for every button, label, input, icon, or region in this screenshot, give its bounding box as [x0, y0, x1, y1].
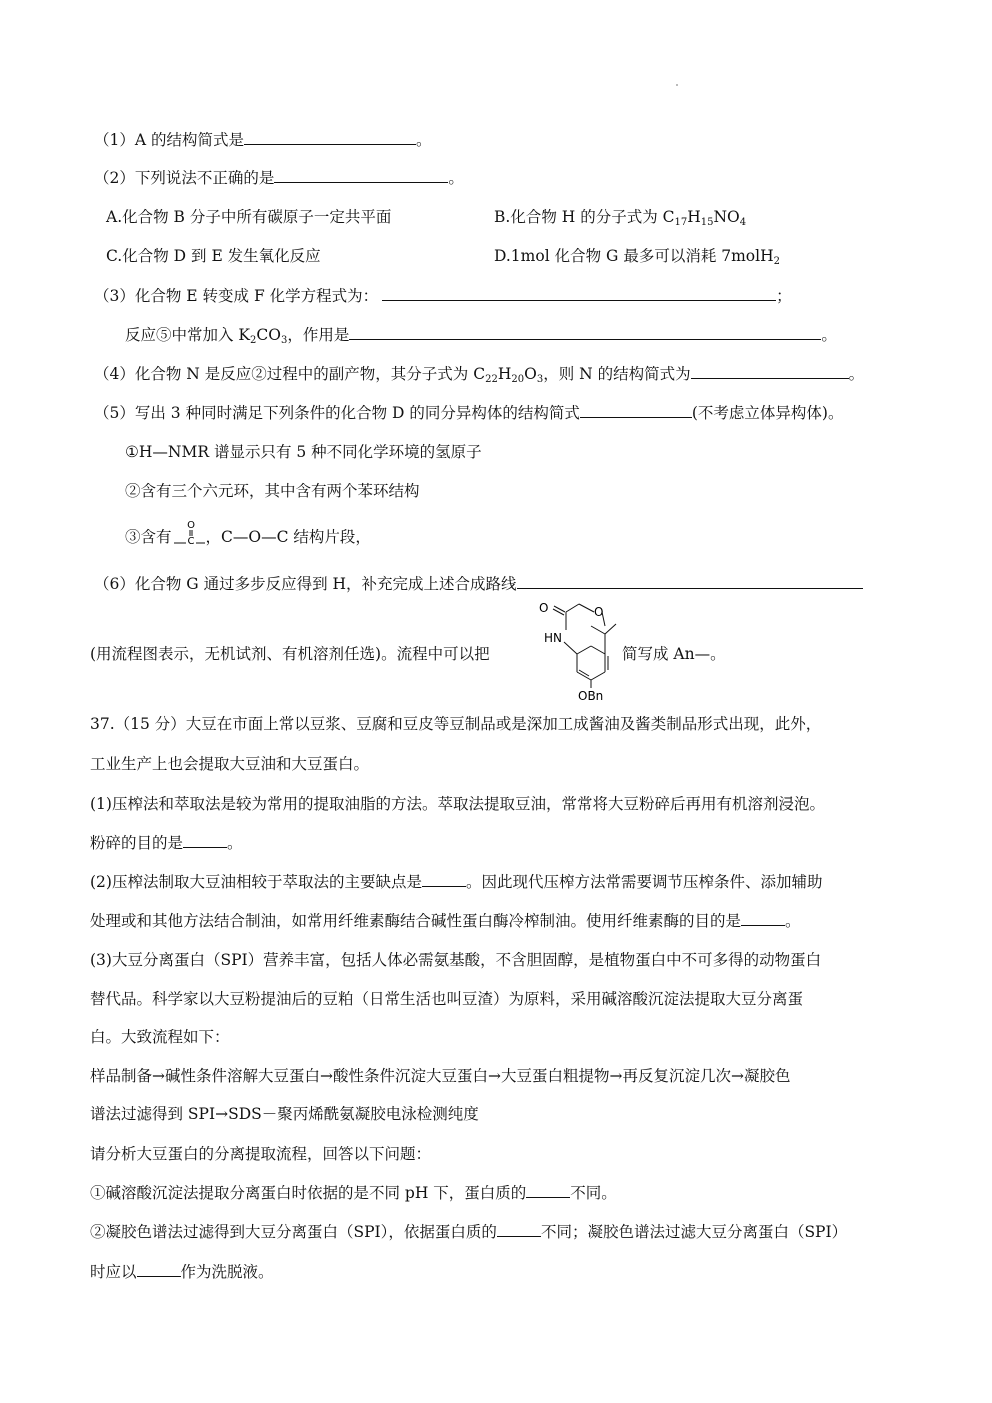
q37-p3c-text: 白。大致流程如下： [90, 1028, 230, 1046]
q37-line-1 [90, 714, 821, 734]
bond [577, 646, 591, 654]
option-d-text: D.1mol 化合物 G 最多可以消耗 7molH [494, 247, 774, 265]
sub: 15 [700, 217, 714, 228]
q37-p2a-post: 。因此现代压榨方法常需要调节压榨条件、添加辅助 [465, 873, 823, 891]
carbonyl-c: C [187, 536, 195, 545]
q1-number: （1） [94, 131, 135, 149]
q4-post: ，则 N 的结构简式为 [543, 365, 691, 383]
q37-ask [90, 1144, 431, 1164]
q2-end: 。 [448, 169, 464, 187]
bond [591, 672, 605, 680]
bond [591, 646, 605, 654]
q6-number: （6） [94, 575, 135, 593]
atom: CO [256, 326, 281, 344]
q37-p1-blank[interactable] [183, 833, 227, 848]
sub: 17 [674, 217, 688, 228]
q37-s2-pre: ②凝胶色谱法过滤得到大豆分离蛋白（SPI），依据蛋白质的 [90, 1223, 497, 1241]
q4-number: （4） [94, 365, 135, 383]
q37-s3-blank[interactable] [137, 1262, 181, 1277]
q5-condition-1 [125, 442, 482, 462]
q37-flow1-text: 样品制备→碱性条件溶解大豆蛋白→酸性条件沉淀大豆蛋白→大豆蛋白粗提物→再反复沉淀几次→凝胶色 [90, 1067, 791, 1085]
question-6-line-2-end [622, 644, 726, 664]
bond [566, 604, 579, 612]
q37-p3-line-3 [90, 1027, 230, 1047]
sub: 22 [485, 374, 498, 385]
question-5 [94, 403, 843, 423]
q37-p1-line-2 [90, 833, 243, 853]
atom: H [687, 208, 701, 226]
q5-answer-blank[interactable] [580, 403, 692, 418]
q6-l2-post: 简写成 An—。 [622, 645, 726, 663]
q37-p2a-pre: (2)压榨法制取大豆油相较于萃取法的主要缺点是 [90, 873, 422, 891]
q37-s2-blank[interactable] [497, 1222, 541, 1237]
q37-p3b-text: 替代品。科学家以大豆粉提油后的豆粕（日常生活也叫豆渣）为原料，采用碱溶酸沉淀法提取大豆分离蛋 [90, 990, 804, 1008]
q5-c3-post: ，C—O—C 结构片段， [205, 528, 371, 546]
option-b [494, 207, 746, 227]
q5-c3-pre: ③含有 [125, 528, 172, 546]
q6-route-blank[interactable] [517, 574, 863, 589]
q37-p3a-text: (3)大豆分离蛋白（SPI）营养丰富，包括人体必需氨基酸，不含胆固醇，是植物蛋白中不可多得的动物蛋白 [90, 951, 822, 969]
q37-ask-text: 请分析大豆蛋白的分离提取流程，回答以下问题： [90, 1145, 432, 1163]
bond [553, 609, 564, 615]
q3-l2-end: 。 [821, 326, 837, 344]
bond [579, 604, 594, 612]
option-d [494, 246, 780, 266]
carbonyl-o: O [186, 520, 195, 531]
q37-line-2 [90, 754, 369, 774]
q37-s1-pre: ①碱溶酸沉淀法提取分离蛋白时依据的是不同 pH 下，蛋白质的 [90, 1184, 527, 1202]
q4-text: 化合物 N 是反应②过程中的副产物，其分子式为 C [134, 365, 486, 383]
q6-text: 化合物 G 通过多步反应得到 H，补充完成上述合成路线 [134, 575, 517, 593]
q37-sub-2 [90, 1222, 847, 1242]
q37-s1-blank[interactable] [526, 1183, 570, 1198]
atom: NO [713, 208, 740, 226]
q5-c2-text: ②含有三个六元环，其中含有两个苯环结构 [125, 482, 420, 500]
q3-l2-text: 反应⑤中常加入 K [125, 326, 251, 344]
q2-answer-blank[interactable] [274, 168, 448, 183]
atom-o-ring: O [594, 605, 604, 619]
q37-s1-post: 不同。 [570, 1184, 617, 1202]
q5-text: 写出 3 种同时满足下列条件的化合物 D 的同分异构体的结构简式 [134, 404, 580, 422]
q37-l2-text: 工业生产上也会提取大豆油和大豆蛋白。 [90, 755, 370, 773]
q37-sub-1 [90, 1183, 617, 1203]
sub: 4 [739, 217, 747, 228]
q37-p2b-pre: 处理或和其他方法结合制油，如常用纤维素酶结合碱性蛋白酶冷榨制油。使用纤维素酶的目的是 [90, 912, 742, 930]
q37-s3-pre: 时应以 [90, 1263, 137, 1281]
q37-p2-blank-2[interactable] [741, 911, 785, 926]
q3-number: （3） [94, 287, 135, 305]
bond [554, 606, 565, 612]
q1-answer-blank[interactable] [244, 130, 416, 145]
question-6-line-2 [90, 644, 490, 664]
q3-text: 化合物 E 转变成 F 化学方程式为： [134, 287, 379, 305]
question-3-line-2 [125, 325, 837, 345]
q6-l2-pre: (用流程图表示，无机试剂、有机溶剂任选)。流程中可以把 [90, 645, 490, 663]
sub: 3 [536, 374, 544, 385]
q3-l2-post: ，作用是 [287, 326, 350, 344]
q2-number: （2） [94, 169, 135, 187]
option-a [106, 207, 391, 227]
question-6 [94, 574, 863, 594]
benzoxazinone-structure [534, 596, 622, 704]
q3-function-blank[interactable] [349, 325, 821, 340]
q5-c1-text: ①H—NMR 谱显示只有 5 种不同化学环境的氢原子 [125, 443, 482, 461]
atom-hn: HN [544, 631, 562, 645]
q37-p3-line-2 [90, 989, 803, 1009]
q4-answer-blank[interactable] [691, 364, 849, 379]
q37-s3-post: 作为洗脱液。 [180, 1263, 274, 1281]
q37-sub-3 [90, 1262, 274, 1282]
bond [605, 624, 616, 634]
q37-p1a-text: (1)压榨法和萃取法是较为常用的提取油脂的方法。萃取法提取豆油，常常将大豆粉碎后再用有机溶剂浸泡。 [90, 795, 825, 813]
q1-text: A 的结构简式是 [134, 131, 244, 149]
q37-l1-text: 37.（15 分）大豆在市面上常以豆浆、豆腐和豆皮等豆制品或是深加工成酱油及酱类制品形式出现，此外， [90, 715, 822, 733]
q5-condition-3 [125, 520, 371, 548]
option-c [106, 246, 321, 266]
question-2 [94, 168, 464, 188]
scan-speck [676, 84, 678, 86]
sub: 3 [280, 335, 288, 346]
q3-end: ； [776, 287, 792, 305]
option-c-text: C.化合物 D 到 E 发生氧化反应 [106, 247, 321, 265]
atom-obn: OBn [578, 689, 604, 703]
q37-p2-blank-1[interactable] [422, 872, 466, 887]
q37-p2b-end: 。 [785, 912, 801, 930]
question-3 [94, 286, 792, 306]
atom: O [524, 365, 537, 383]
q3-equation-blank[interactable] [382, 286, 776, 301]
q5-post: (不考虑立体异构体)。 [691, 404, 844, 422]
question-1 [94, 130, 432, 150]
sub: 2 [250, 335, 257, 346]
q1-end: 。 [416, 131, 432, 149]
q37-p1b-text: 粉碎的目的是 [90, 834, 184, 852]
q37-s2-post: 不同；凝胶色谱法过滤大豆分离蛋白（SPI） [540, 1223, 848, 1241]
q5-number: （5） [94, 404, 135, 422]
q37-p2-line-2 [90, 911, 801, 931]
option-b-text: B.化合物 H 的分子式为 C [494, 208, 675, 226]
atom-o-carbonyl: O [539, 601, 549, 615]
q37-flow2-text: 谱法过滤得到 SPI→SDS－聚丙烯酰氨凝胶电泳检测纯度 [90, 1105, 479, 1123]
q37-flow-line-2 [90, 1104, 479, 1124]
q37-p2-line-1 [90, 872, 822, 892]
carbonyl-svg [172, 519, 206, 545]
q2-text: 下列说法不正确的是 [134, 169, 275, 187]
sub: 2 [773, 256, 780, 267]
question-4 [94, 364, 864, 384]
carbonyl-fragment [172, 520, 206, 548]
q5-condition-2 [125, 481, 420, 501]
bond [564, 642, 577, 654]
q4-end: 。 [848, 365, 865, 383]
q37-p3-line-1 [90, 950, 821, 970]
sub: 20 [511, 374, 525, 385]
bond [591, 626, 605, 634]
q37-flow-line-1 [90, 1066, 790, 1086]
q37-p1b-end: 。 [227, 834, 243, 852]
atom: H [497, 365, 512, 383]
q37-p1-line-1 [90, 794, 825, 814]
option-a-text: A.化合物 B 分子中所有碳原子一定共平面 [106, 208, 392, 226]
bond [579, 670, 589, 676]
